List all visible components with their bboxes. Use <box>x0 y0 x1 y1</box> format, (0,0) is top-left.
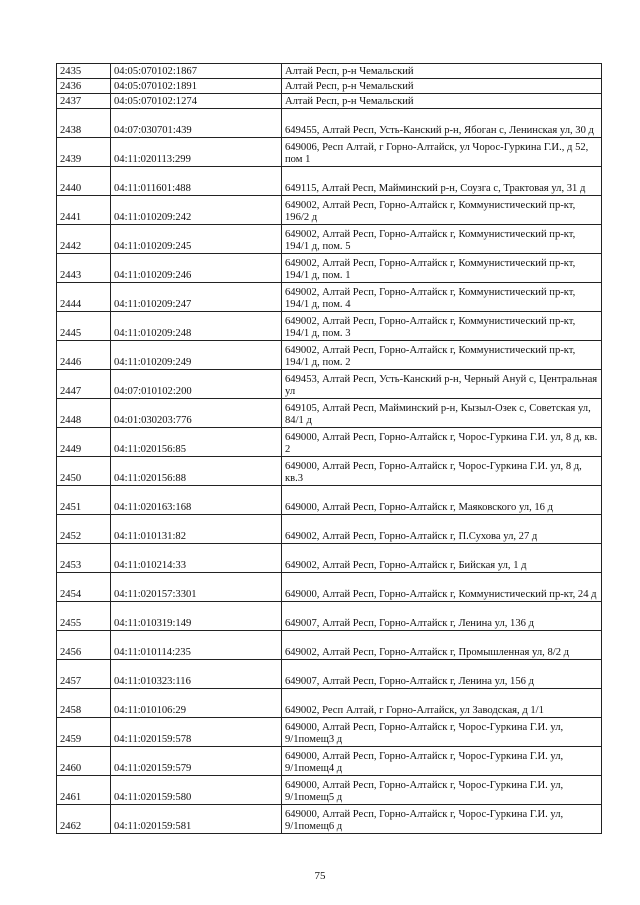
row-number-cell: 2437 <box>57 94 111 109</box>
address-cell: 649002, Алтай Респ, Горно-Алтайск г, Коммунистический пр-кт, 194/1 д, пом. 3 <box>282 312 602 341</box>
address-cell: 649000, Алтай Респ, Горно-Алтайск г, Чорос-Гуркина Г.И. ул, 9/1помещ3 д <box>282 718 602 747</box>
address-cell: 649000, Алтай Респ, Горно-Алтайск г, Коммунистический пр-кт, 24 д <box>282 573 602 602</box>
table-row <box>57 79 602 94</box>
row-number-cell: 2456 <box>57 631 111 660</box>
cadastral-number-cell: 04:11:020157:3301 <box>111 573 282 602</box>
row-number-cell: 2443 <box>57 254 111 283</box>
row-number-cell: 2457 <box>57 660 111 689</box>
row-number-cell: 2448 <box>57 399 111 428</box>
address-cell: 649007, Алтай Респ, Горно-Алтайск г, Ленина ул, 136 д <box>282 602 602 631</box>
table-row <box>57 573 602 602</box>
cadastral-number-cell: 04:11:010106:29 <box>111 689 282 718</box>
address-cell: 649002, Алтай Респ, Горно-Алтайск г, Коммунистический пр-кт, 194/1 д, пом. 2 <box>282 341 602 370</box>
table-row <box>57 486 602 515</box>
table-row <box>57 399 602 428</box>
address-cell: 649002, Респ Алтай, г Горно-Алтайск, ул Заводская, д 1/1 <box>282 689 602 718</box>
cadastral-number-cell: 04:11:010209:248 <box>111 312 282 341</box>
table-row <box>57 138 602 167</box>
table-row <box>57 428 602 457</box>
row-number-cell: 2449 <box>57 428 111 457</box>
address-cell: 649002, Алтай Респ, Горно-Алтайск г, П.Сухова ул, 27 д <box>282 515 602 544</box>
table-row <box>57 776 602 805</box>
address-cell: Алтай Респ, р-н Чемальский <box>282 64 602 79</box>
address-cell: 649000, Алтай Респ, Горно-Алтайск г, Чорос-Гуркина Г.И. ул, 9/1помещ5 д <box>282 776 602 805</box>
row-number-cell: 2455 <box>57 602 111 631</box>
row-number-cell: 2438 <box>57 109 111 138</box>
table-row <box>57 94 602 109</box>
cadastral-number-cell: 04:11:011601:488 <box>111 167 282 196</box>
cadastral-number-cell: 04:07:010102:200 <box>111 370 282 399</box>
table-row <box>57 747 602 776</box>
cadastral-number-cell: 04:11:020156:85 <box>111 428 282 457</box>
property-register-table <box>56 63 602 834</box>
cadastral-number-cell: 04:11:010209:247 <box>111 283 282 312</box>
address-cell: 649000, Алтай Респ, Горно-Алтайск г, Чорос-Гуркина Г.И. ул, 8 д, кв. 2 <box>282 428 602 457</box>
cadastral-number-cell: 04:11:020159:578 <box>111 718 282 747</box>
table-row <box>57 370 602 399</box>
cadastral-number-cell: 04:05:070102:1274 <box>111 94 282 109</box>
row-number-cell: 2442 <box>57 225 111 254</box>
row-number-cell: 2459 <box>57 718 111 747</box>
cadastral-number-cell: 04:11:020113:299 <box>111 138 282 167</box>
cadastral-number-cell: 04:05:070102:1891 <box>111 79 282 94</box>
cadastral-number-cell: 04:11:020163:168 <box>111 486 282 515</box>
address-cell: 649006, Респ Алтай, г Горно-Алтайск, ул Чорос-Гуркина Г.И., д 52, пом 1 <box>282 138 602 167</box>
table-row <box>57 631 602 660</box>
table-row <box>57 109 602 138</box>
cadastral-number-cell: 04:11:020159:579 <box>111 747 282 776</box>
cadastral-number-cell: 04:11:020159:580 <box>111 776 282 805</box>
row-number-cell: 2439 <box>57 138 111 167</box>
address-cell: 649002, Алтай Респ, Горно-Алтайск г, Бийская ул, 1 д <box>282 544 602 573</box>
address-cell: 649000, Алтай Респ, Горно-Алтайск г, Чорос-Гуркина Г.И. ул, 8 д, кв.3 <box>282 457 602 486</box>
address-cell: Алтай Респ, р-н Чемальский <box>282 79 602 94</box>
table-row <box>57 283 602 312</box>
cadastral-number-cell: 04:01:030203:776 <box>111 399 282 428</box>
row-number-cell: 2441 <box>57 196 111 225</box>
address-cell: 649002, Алтай Респ, Горно-Алтайск г, Коммунистический пр-кт, 196/2 д <box>282 196 602 225</box>
register-table-body <box>57 64 602 834</box>
table-row <box>57 660 602 689</box>
table-row <box>57 515 602 544</box>
table-row <box>57 689 602 718</box>
row-number-cell: 2462 <box>57 805 111 834</box>
table-row <box>57 254 602 283</box>
address-cell: 649455, Алтай Респ, Усть-Канский р-н, Ябоган с, Ленинская ул, 30 д <box>282 109 602 138</box>
cadastral-number-cell: 04:11:010209:242 <box>111 196 282 225</box>
row-number-cell: 2450 <box>57 457 111 486</box>
row-number-cell: 2444 <box>57 283 111 312</box>
address-cell: 649002, Алтай Респ, Горно-Алтайск г, Промышленная ул, 8/2 д <box>282 631 602 660</box>
table-row <box>57 457 602 486</box>
cadastral-number-cell: 04:05:070102:1867 <box>111 64 282 79</box>
cadastral-number-cell: 04:11:010114:235 <box>111 631 282 660</box>
cadastral-number-cell: 04:11:020159:581 <box>111 805 282 834</box>
cadastral-number-cell: 04:11:010209:249 <box>111 341 282 370</box>
address-cell: 649002, Алтай Респ, Горно-Алтайск г, Коммунистический пр-кт, 194/1 д, пом. 5 <box>282 225 602 254</box>
table-row <box>57 544 602 573</box>
table-row <box>57 196 602 225</box>
address-cell: 649115, Алтай Респ, Майминский р-н, Соузга с, Трактовая ул, 31 д <box>282 167 602 196</box>
row-number-cell: 2440 <box>57 167 111 196</box>
table-row <box>57 312 602 341</box>
address-cell: 649105, Алтай Респ, Майминский р-н, Кызыл-Озек с, Советская ул, 84/1 д <box>282 399 602 428</box>
cadastral-number-cell: 04:11:010214:33 <box>111 544 282 573</box>
cadastral-number-cell: 04:11:010323:116 <box>111 660 282 689</box>
table-row <box>57 718 602 747</box>
cadastral-number-cell: 04:11:020156:88 <box>111 457 282 486</box>
row-number-cell: 2460 <box>57 747 111 776</box>
row-number-cell: 2447 <box>57 370 111 399</box>
table-row <box>57 64 602 79</box>
address-cell: 649000, Алтай Респ, Горно-Алтайск г, Маяковского ул, 16 д <box>282 486 602 515</box>
address-cell: 649002, Алтай Респ, Горно-Алтайск г, Коммунистический пр-кт, 194/1 д, пом. 4 <box>282 283 602 312</box>
row-number-cell: 2461 <box>57 776 111 805</box>
row-number-cell: 2454 <box>57 573 111 602</box>
row-number-cell: 2445 <box>57 312 111 341</box>
row-number-cell: 2435 <box>57 64 111 79</box>
address-cell: 649453, Алтай Респ, Усть-Канский р-н, Черный Ануй с, Центральная ул <box>282 370 602 399</box>
table-row <box>57 225 602 254</box>
address-cell: 649007, Алтай Респ, Горно-Алтайск г, Ленина ул, 156 д <box>282 660 602 689</box>
row-number-cell: 2453 <box>57 544 111 573</box>
cadastral-number-cell: 04:11:010209:246 <box>111 254 282 283</box>
address-cell: Алтай Респ, р-н Чемальский <box>282 94 602 109</box>
cadastral-number-cell: 04:11:010319:149 <box>111 602 282 631</box>
address-cell: 649000, Алтай Респ, Горно-Алтайск г, Чорос-Гуркина Г.И. ул, 9/1помещ6 д <box>282 805 602 834</box>
table-row <box>57 602 602 631</box>
row-number-cell: 2436 <box>57 79 111 94</box>
table-row <box>57 167 602 196</box>
page-number: 75 <box>314 870 326 882</box>
cadastral-number-cell: 04:07:030701:439 <box>111 109 282 138</box>
table-row <box>57 341 602 370</box>
address-cell: 649002, Алтай Респ, Горно-Алтайск г, Коммунистический пр-кт, 194/1 д, пом. 1 <box>282 254 602 283</box>
cadastral-number-cell: 04:11:010209:245 <box>111 225 282 254</box>
address-cell: 649000, Алтай Респ, Горно-Алтайск г, Чорос-Гуркина Г.И. ул, 9/1помещ4 д <box>282 747 602 776</box>
row-number-cell: 2446 <box>57 341 111 370</box>
cadastral-number-cell: 04:11:010131:82 <box>111 515 282 544</box>
row-number-cell: 2451 <box>57 486 111 515</box>
row-number-cell: 2458 <box>57 689 111 718</box>
row-number-cell: 2452 <box>57 515 111 544</box>
table-row <box>57 805 602 834</box>
